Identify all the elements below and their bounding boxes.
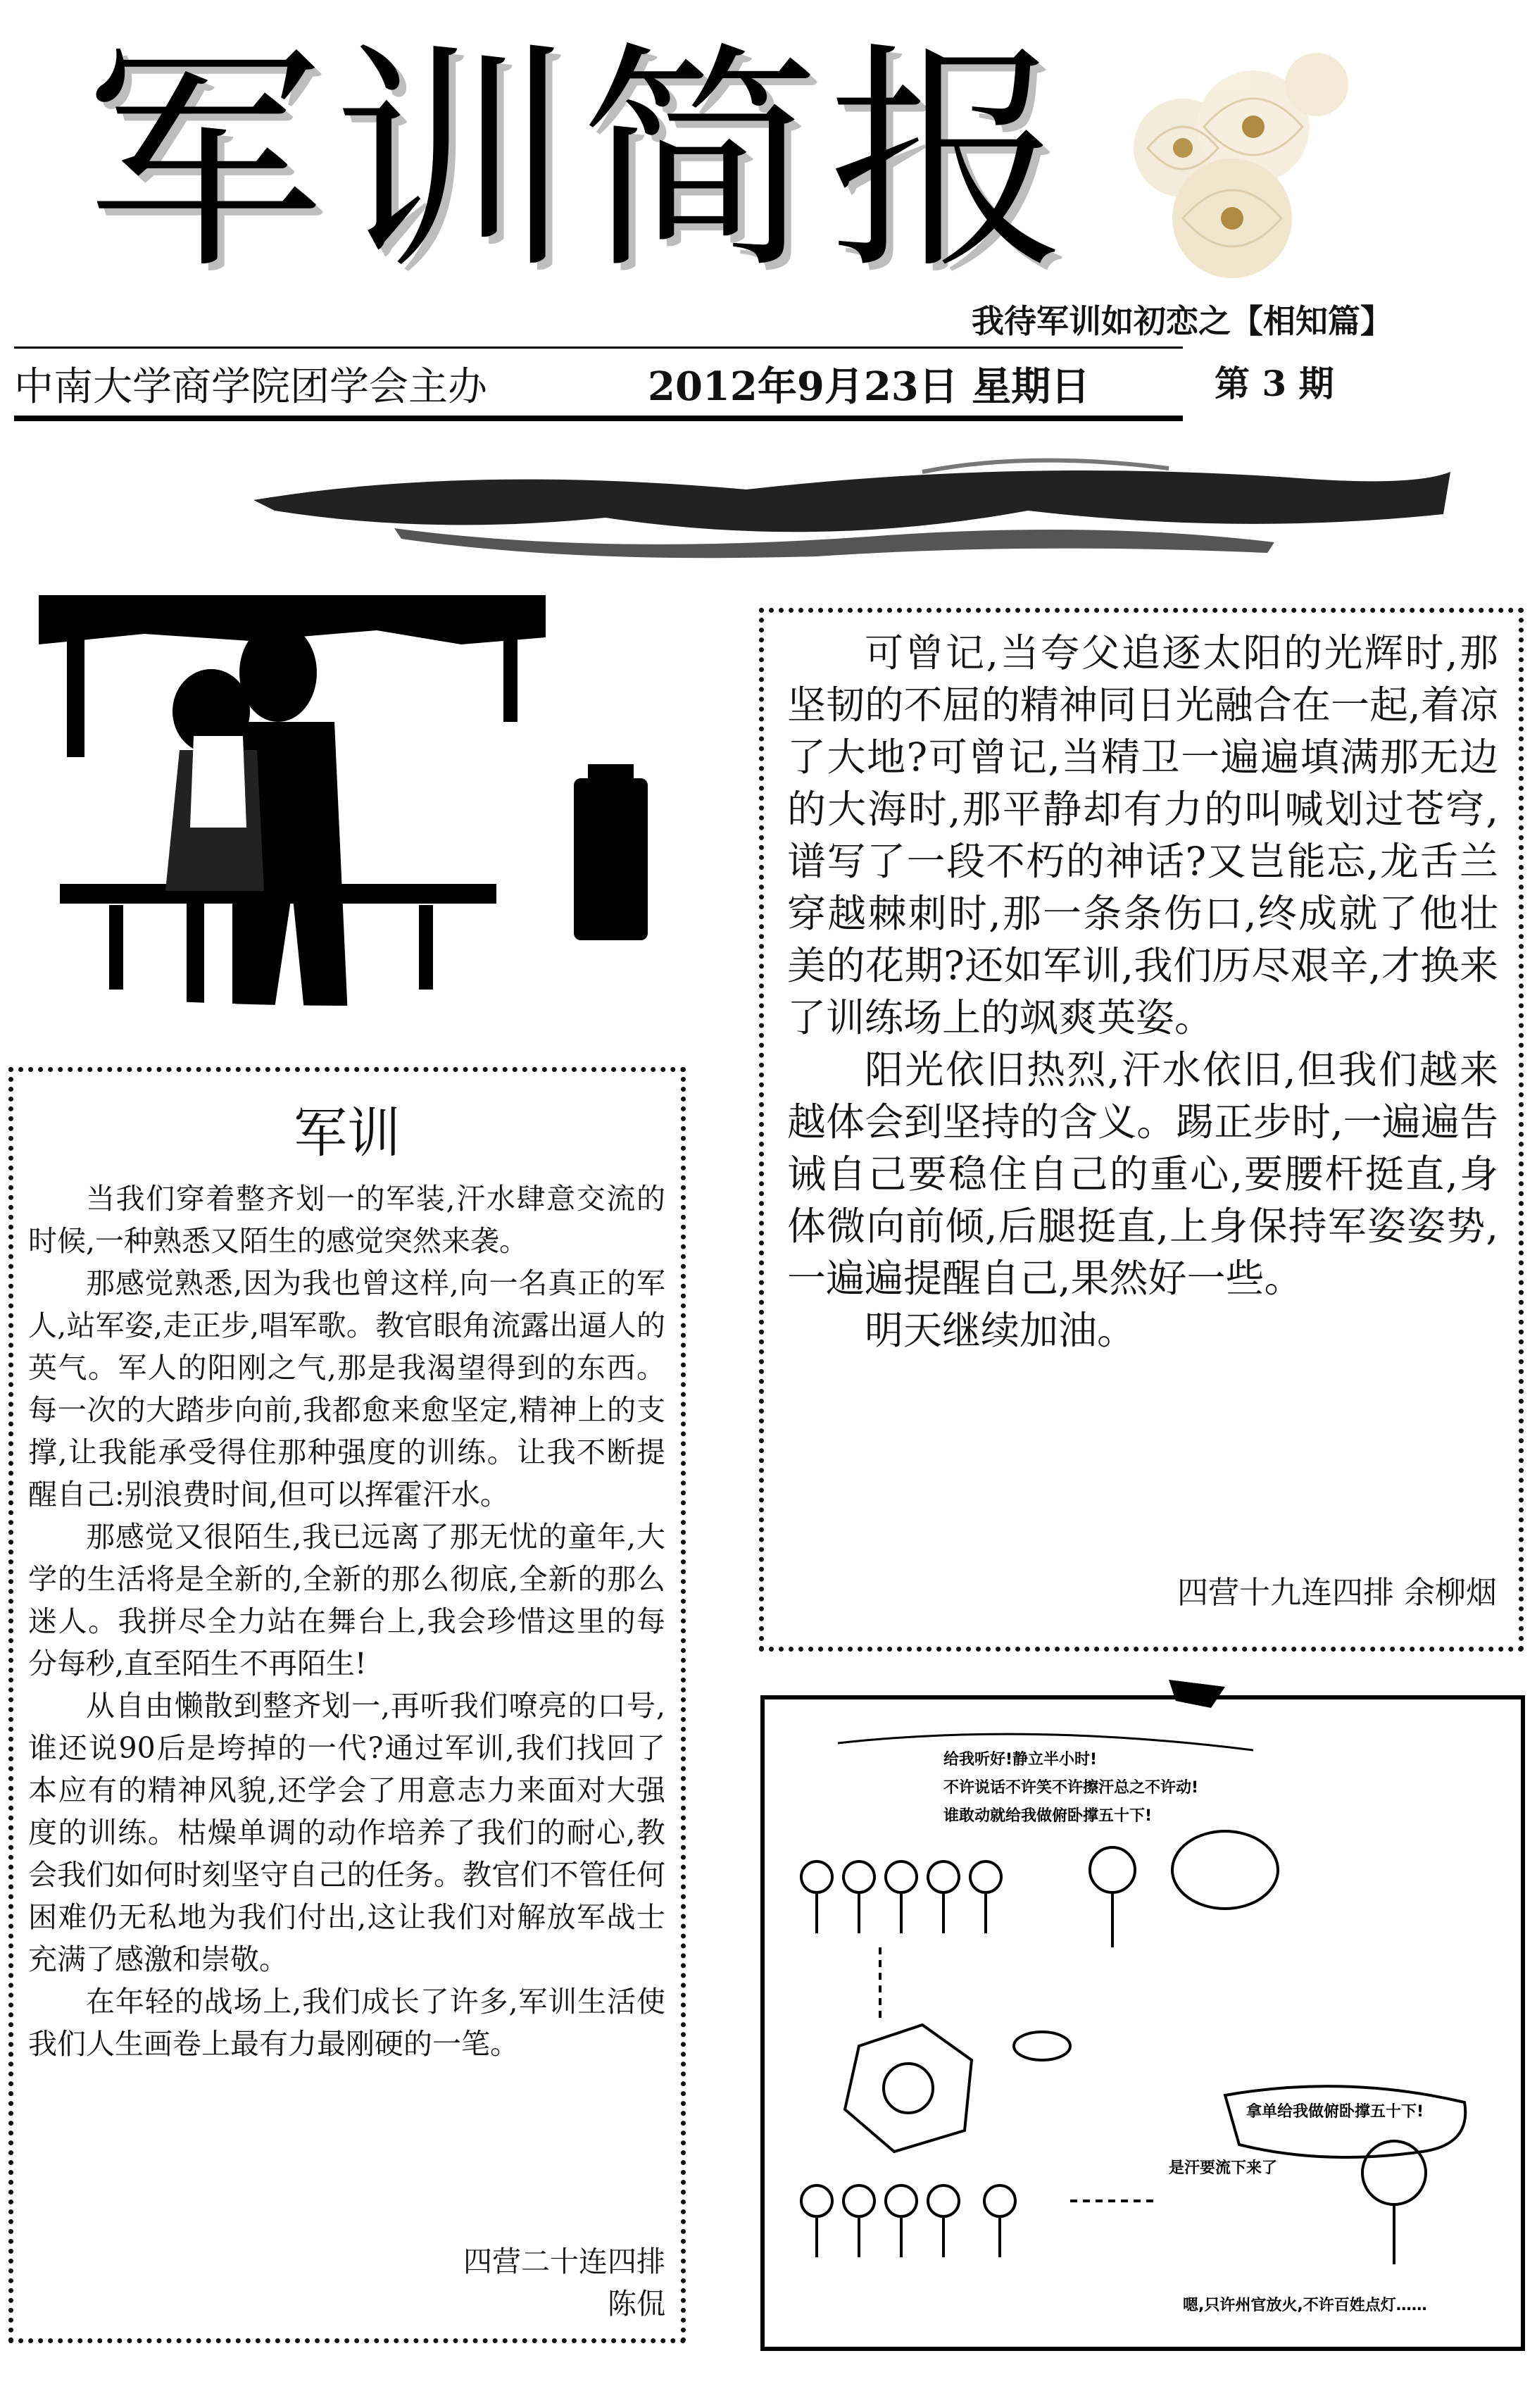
right-paragraph: 阳光依旧热烈,汗水依旧,但我们越来越体会到坚持的含义。踢正步时,一遍遍告诫自己要稳住自己的重心,要腰杆挺直,身体微向前倾,后腿挺直,上身保持军姿姿势,一遍遍提醒自己,果然好一些。 (787, 1047, 1498, 1301)
left-paragraph: 从自由懒散到整齐划一,再听我们嘹亮的口号,谁还说90后是垮掉的一代?通过军训,我们找回了本应有的精神风貌,还学会了用意志力来面对大强度的训练。枯燥单调的动作培养了我们的耐心,教会我们如何时刻坚守自己的任务。教官们不管任何困难仍无私地为我们付出,这让我们对解放军战士充满了感激和崇敬。 (28, 1689, 665, 1976)
cartoon-caption-bottom: 嗯,只许州官放火,不许百姓点灯…… (1183, 2297, 1427, 2314)
left-signature-name: 陈侃 (608, 2287, 665, 2321)
tagline: 我待军训如初恋之【相知篇】 (972, 302, 1393, 340)
couple-bench-photo (39, 595, 697, 1035)
left-article-title: 军训 (294, 1102, 401, 1164)
left-signature-unit: 四营二十连四排 (463, 2245, 665, 2278)
cartoon-caption-3: 谁敢动就给我做俯卧撑五十下! (943, 1807, 1153, 1825)
ink-brush-decoration (253, 451, 1450, 563)
issue-date: 2012年9月23日 星期日 (648, 363, 1091, 410)
left-paragraph: 那感觉熟悉,因为我也曾这样,向一名真正的军人,站军姿,走正步,唱军歌。教官眼角流露出逼人的英气。军人的阳刚之气,那是我渴望得到的东西。每一次的大踏步向前,我都愈来愈坚定,精神上的支撑,让我能承受得住那种强度的训练。让我不断提醒自己:别浪费时间,但可以挥霍汗水。 (28, 1266, 665, 1511)
cartoon-caption-2: 不许说话不许笑不许擦汗总之不许动! (943, 1779, 1199, 1797)
header-rule-bottom (14, 416, 1183, 421)
left-paragraph: 当我们穿着整齐划一的军装,汗水肆意交流的时候,一种熟悉又陌生的感觉突然来袭。 (28, 1182, 665, 1258)
left-paragraph: 在年轻的战场上,我们成长了许多,军训生活使我们人生画卷上最有力最刚硬的一笔。 (28, 1985, 665, 2061)
cartoon-caption-mid: 拿单给我做俯卧撑五十下! (1246, 2103, 1424, 2121)
right-signature: 四营十九连四排 余柳烟 (1177, 1575, 1497, 1611)
cartoon-caption-1: 给我听好!静立半小时! (943, 1751, 1098, 1768)
left-paragraph: 那感觉又很陌生,我已远离了那无忧的童年,大学的生活将是全新的,全新的那么彻底,全新的那么迷人。我拼尽全力站在舞台上,我会珍惜这里的每分每秒,直至陌生不再陌生! (28, 1520, 665, 1680)
cartoon-comic (760, 1680, 1525, 2352)
issue-number: 第 3 期 (1215, 363, 1334, 404)
right-article-body (787, 627, 1498, 1356)
right-paragraph: 可曾记,当夸父追逐太阳的光辉时,那坚韧的不屈的精神同日光融合在一起,着凉了大地?可曾记,当精卫一遍遍填满那无边的大海时,那平静却有力的叫喊划过苍穹,谱写了一段不朽的神话?又岂能忘,龙舌兰穿越棘刺时,那一条条伤口,终成就了他壮美的花期?还如军训,我们历尽艰辛,才换来了训练场上的飒爽英姿。 (787, 630, 1498, 1040)
header-rule-top (14, 347, 1183, 349)
cartoon-caption-sweat: 是汗要流下来了 (1169, 2159, 1278, 2177)
right-paragraph: 明天继续加油。 (865, 1308, 1136, 1353)
organizer: 中南大学商学院团学会主办 (14, 364, 487, 410)
flower-decoration (1119, 42, 1359, 296)
masthead-title: 军训简报 (84, 23, 1076, 301)
left-article-body (28, 1178, 665, 2065)
